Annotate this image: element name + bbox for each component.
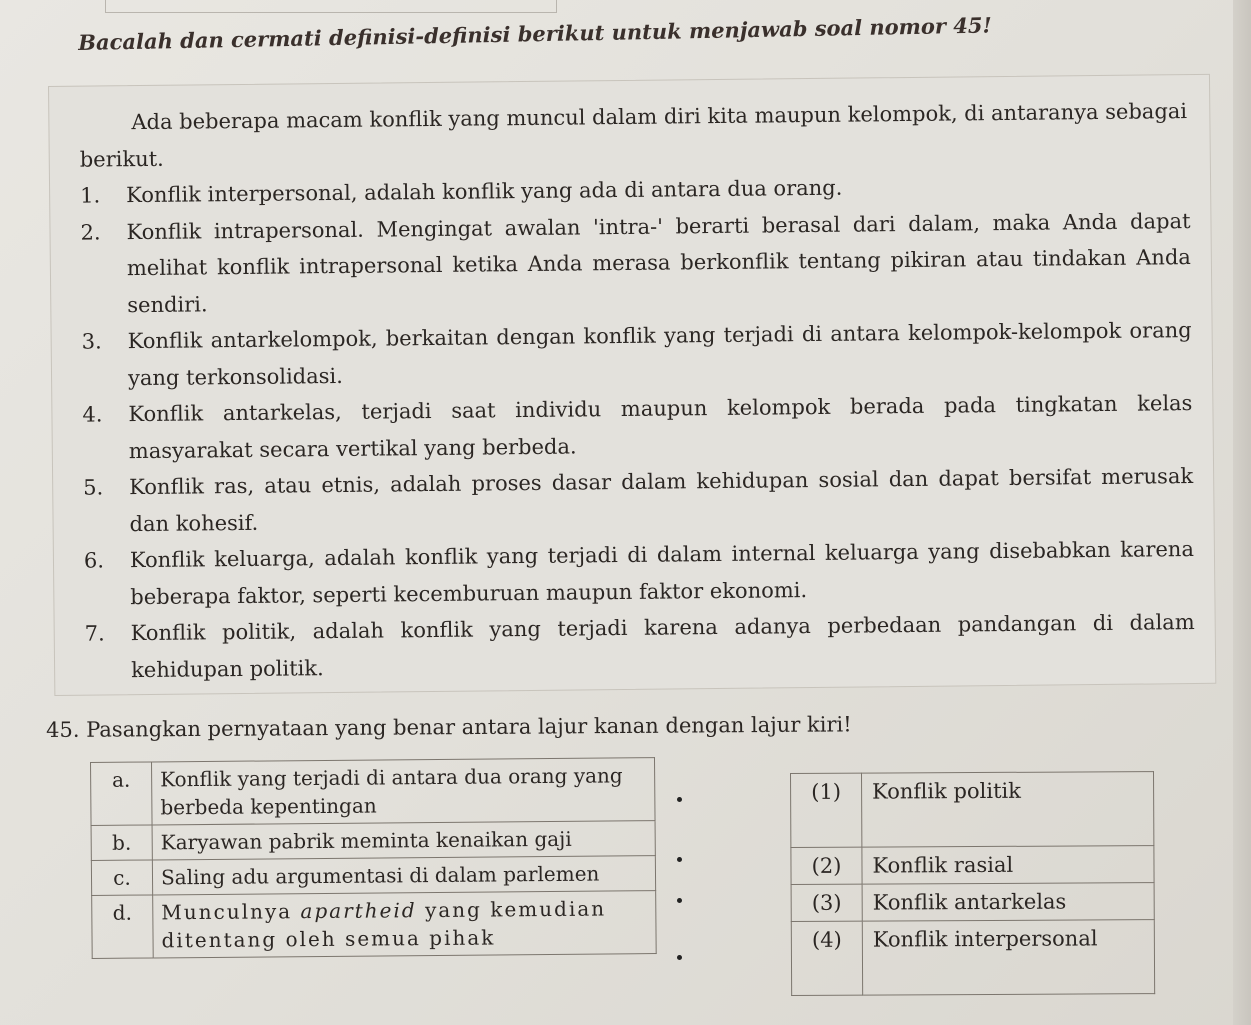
left-letter: d. <box>92 895 154 959</box>
definition-item <box>83 458 1194 543</box>
left-statement: Saling adu argumentasi di dalam parlemen <box>152 856 655 895</box>
right-row-1 <box>791 772 1154 848</box>
left-letter: b. <box>91 825 152 861</box>
statement-part: Munculnya <box>161 899 301 925</box>
left-row-d <box>92 891 657 959</box>
definition-item <box>85 604 1196 689</box>
definition-number: 5. <box>83 475 104 500</box>
left-statement: Konflik yang terjadi di antara dua orang yang berbeda kepentingan <box>152 758 656 825</box>
match-dot-d[interactable] <box>677 955 682 960</box>
definition-number: 2. <box>80 219 101 245</box>
definition-number: 1. <box>80 183 101 208</box>
statement-italic: apartheid <box>300 898 417 924</box>
definitions-box <box>48 74 1216 696</box>
definition-text: Konflik ras, atau etnis, adalah proses dasar dalam kehidupan sosial dan dapat bersifat merusak dan kohesif. <box>129 464 1194 536</box>
right-column-table <box>790 771 1155 996</box>
definition-text: Konflik politik, adalah konflik yang terjadi karena adanya perbedaan pandangan di dalam kehidupan politik. <box>130 610 1195 682</box>
definition-number: 3. <box>81 329 102 354</box>
definition-number: 6. <box>83 548 105 573</box>
definitions-list <box>80 166 1215 689</box>
definition-text: Konflik keluarga, adalah konflik yang terjadi di dalam internal keluarga yang disebabkan karena beberapa faktor, seperti kecemburuan maupun faktor ekonomi. <box>129 537 1195 609</box>
left-row-c <box>91 856 655 896</box>
right-row-3 <box>791 883 1154 922</box>
instruction-text: Bacalah dan cermati definisi-definisi berikut untuk menjawab soal nomor 45! <box>78 12 992 55</box>
definition-item <box>80 203 1191 324</box>
definition-item <box>81 312 1192 397</box>
right-number: (2) <box>791 847 862 884</box>
definitions-intro: Ada beberapa macam konflik yang muncul dalam diri kita maupun kelompok, di antaranya sebagai berikut. <box>79 99 1188 172</box>
definition-item <box>84 531 1195 616</box>
right-label: Konflik interpersonal <box>862 920 1154 996</box>
question-45 <box>46 712 852 742</box>
definition-text: Konflik intrapersonal. Mengingat awalan 'intra-' berarti berasal dari dalam, maka Anda dapat melihat konflik intrapersonal ketika Anda merasa berkonflik tentang pikiran atau tindakan Anda sendiri. <box>126 208 1191 317</box>
left-row-b <box>91 821 655 861</box>
page-edge <box>1233 0 1251 1025</box>
left-statement: Karyawan pabrik meminta kenaikan gaji <box>152 821 655 860</box>
definition-item <box>82 385 1193 470</box>
definition-text: Konflik antarkelas, terjadi saat individu maupun kelompok berada pada tingkatan kelas masyarakat secara vertikal yang berbeda. <box>128 391 1193 463</box>
header-rule <box>105 0 557 13</box>
left-letter: c. <box>91 860 152 896</box>
right-label: Konflik antarkelas <box>862 883 1154 922</box>
match-dot-c[interactable] <box>677 898 682 903</box>
match-dot-a[interactable] <box>677 797 682 802</box>
definition-number: 7. <box>84 621 105 646</box>
match-dot-b[interactable] <box>677 857 682 862</box>
question-text: Pasangkan pernyataan yang benar antara lajur kanan dengan lajur kiri! <box>86 712 852 742</box>
right-row-4 <box>791 920 1154 996</box>
definition-number: 4. <box>82 402 103 427</box>
statement-part: yang kemudian ditentang oleh semua pihak <box>161 896 607 953</box>
left-statement <box>153 891 657 958</box>
left-column-table <box>90 757 657 959</box>
left-row-a <box>91 758 656 826</box>
definition-text: Konflik antarkelompok, berkaitan dengan konflik yang terjadi di antara kelompok-kelompok orang yang terkonsolidasi. <box>127 318 1192 390</box>
right-label: Konflik rasial <box>862 846 1154 885</box>
right-number: (3) <box>791 884 862 921</box>
left-letter: a. <box>91 762 153 826</box>
question-number: 45. <box>46 717 80 742</box>
right-number: (4) <box>791 921 862 995</box>
right-row-2 <box>791 846 1154 885</box>
definition-text: Konflik interpersonal, adalah konflik yang ada di antara dua orang. <box>126 175 843 208</box>
right-label: Konflik politik <box>862 772 1154 848</box>
right-number: (1) <box>791 773 862 847</box>
